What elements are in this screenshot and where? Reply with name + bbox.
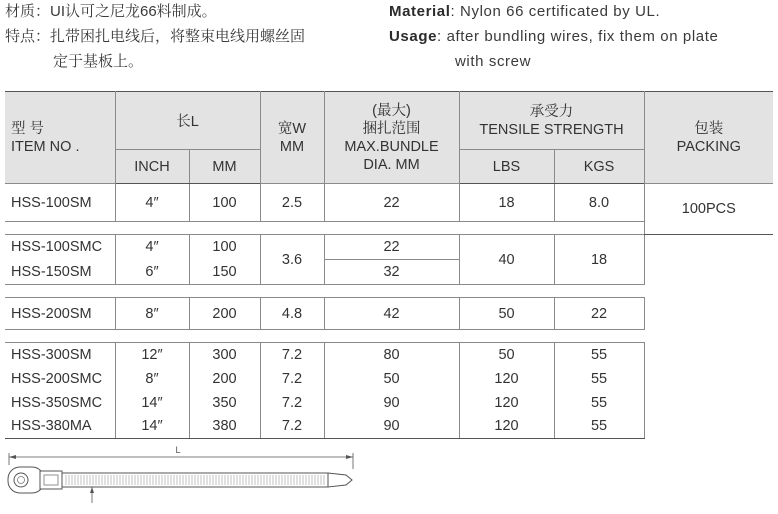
cell-width: 7.2: [260, 391, 324, 415]
spec-table: [5, 91, 773, 439]
row-gap: [5, 330, 773, 343]
cell-bundle: 90: [324, 415, 459, 439]
cell-width: 3.6: [260, 235, 324, 285]
cell-lbs: 50: [459, 298, 554, 330]
material-cn: 材质：UI认可之尼龙66料制成。: [5, 3, 217, 20]
cell-inch: 12″: [115, 343, 189, 367]
table-row: [5, 391, 773, 415]
header-width-cn: 宽W: [277, 120, 307, 137]
cell-width: 7.2: [260, 343, 324, 367]
header-length: 长L: [115, 92, 260, 150]
usage-en-text: : after bundling wires, fix them on plate: [437, 28, 719, 45]
header-bundle-en2: DIA. MM: [363, 156, 420, 173]
cell-mm: 200: [189, 367, 260, 391]
header-tensile: [459, 92, 644, 150]
cell-item: HSS-380MA: [5, 415, 115, 439]
cell-kgs: 55: [554, 415, 644, 439]
cell-inch: 4″: [115, 235, 189, 260]
row-gap: [5, 285, 773, 298]
cell-bundle: 42: [324, 298, 459, 330]
cell-mm: 100: [189, 235, 260, 260]
cable-tie-illustration: [6, 443, 358, 509]
cell-width: 4.8: [260, 298, 324, 330]
cell-lbs: 120: [459, 415, 554, 439]
cell-mm: 200: [189, 298, 260, 330]
dimension-arrow-left: [9, 455, 16, 459]
header-bundle: [324, 92, 459, 184]
cell-item: HSS-100SMC: [5, 235, 115, 260]
usage-en-line2: with screw: [455, 53, 532, 70]
cell-item: HSS-200SM: [5, 298, 115, 330]
cell-item: HSS-300SM: [5, 343, 115, 367]
header-tensile-en: TENSILE STRENGTH: [479, 121, 624, 138]
header-width: [260, 92, 324, 184]
usage-en-label: Usage: [389, 28, 438, 45]
cell-bundle: 80: [324, 343, 459, 367]
cell-kgs: 8.0: [554, 184, 644, 222]
header-bundle-cn2: 捆扎范围: [362, 120, 421, 137]
cell-inch: 14″: [115, 415, 189, 439]
cell-bundle: 50: [324, 367, 459, 391]
cell-kgs: 55: [554, 391, 644, 415]
table-row: [5, 415, 773, 439]
header-packing-cn: 包装: [694, 120, 724, 137]
header-item-cn: 型 号: [11, 120, 45, 137]
header-width-unit: MM: [279, 138, 305, 155]
table-row: [5, 235, 773, 260]
cell-inch: 4″: [115, 184, 189, 222]
usage-cn-line1: 特点：扎带困扎电线后，将整束电线用螺丝固: [5, 28, 306, 45]
cell-width: 2.5: [260, 184, 324, 222]
header-mm: MM: [189, 150, 260, 184]
header-inch: INCH: [115, 150, 189, 184]
cell-kgs: 18: [554, 235, 644, 285]
header-packing: [644, 92, 773, 184]
cell-lbs: 120: [459, 367, 554, 391]
spec-table-wrap: [5, 91, 773, 438]
width-marker-arrow: [90, 487, 94, 493]
cell-kgs: 55: [554, 343, 644, 367]
cell-mm: 300: [189, 343, 260, 367]
cell-lbs: 50: [459, 343, 554, 367]
cell-bundle: 22: [324, 184, 459, 222]
cell-bundle: 22: [324, 235, 459, 260]
cell-item: HSS-150SM: [5, 260, 115, 285]
row-group-2: [5, 235, 773, 298]
cell-bundle: 32: [324, 260, 459, 285]
cell-packing: 100PCS: [644, 184, 773, 235]
cell-lbs: 120: [459, 391, 554, 415]
material-en-text: : Nylon 66 certificated by UL.: [450, 3, 661, 20]
strap-tail: [328, 473, 352, 487]
locking-slot: [44, 475, 58, 485]
cell-inch: 14″: [115, 391, 189, 415]
usage-en-line1: [389, 28, 718, 46]
cell-mm: 380: [189, 415, 260, 439]
cell-mm: 100: [189, 184, 260, 222]
cell-inch: 8″: [115, 298, 189, 330]
cell-lbs: 18: [459, 184, 554, 222]
row-gap-cell: [5, 222, 644, 235]
cell-inch: 8″: [115, 367, 189, 391]
header-lbs: LBS: [459, 150, 554, 184]
cell-inch: 6″: [115, 260, 189, 285]
cell-kgs: 55: [554, 367, 644, 391]
row-group-1: [5, 184, 773, 235]
cell-lbs: 40: [459, 235, 554, 285]
header-kgs: KGS: [554, 150, 644, 184]
row-gap-cell: [5, 330, 644, 343]
cable-tie-drawing: [6, 443, 358, 509]
dimension-arrow-right: [346, 455, 353, 459]
table-row: [5, 298, 773, 330]
row-gap-cell: [5, 285, 644, 298]
header-item: [5, 92, 115, 184]
row-group-4: [5, 343, 773, 439]
cell-item: HSS-350SMC: [5, 391, 115, 415]
strap-serrations: [66, 475, 324, 485]
cell-mm: 350: [189, 391, 260, 415]
header-bundle-cn1: (最大): [372, 102, 411, 119]
header-tensile-cn: 承受力: [529, 103, 574, 120]
table-row: [5, 260, 773, 285]
header-item-en: ITEM NO .: [11, 138, 80, 155]
cell-mm: 150: [189, 260, 260, 285]
table-row: [5, 184, 773, 222]
screw-hole-inner: [18, 477, 25, 484]
table-row: [5, 343, 773, 367]
usage-cn-line2: 定于基板上。: [53, 53, 144, 70]
cell-bundle: 90: [324, 391, 459, 415]
cell-width: 7.2: [260, 367, 324, 391]
cell-item: HSS-200SMC: [5, 367, 115, 391]
cell-item: HSS-100SM: [5, 184, 115, 222]
material-en-label: Material: [389, 3, 451, 20]
header-bundle-en1: MAX.BUNDLE: [344, 138, 439, 155]
cell-kgs: 22: [554, 298, 644, 330]
material-en: [389, 3, 660, 21]
row-group-3: [5, 298, 773, 343]
dimension-label: L: [175, 445, 181, 455]
table-row: [5, 367, 773, 391]
cell-width: 7.2: [260, 415, 324, 439]
header-packing-en: PACKING: [676, 138, 741, 155]
